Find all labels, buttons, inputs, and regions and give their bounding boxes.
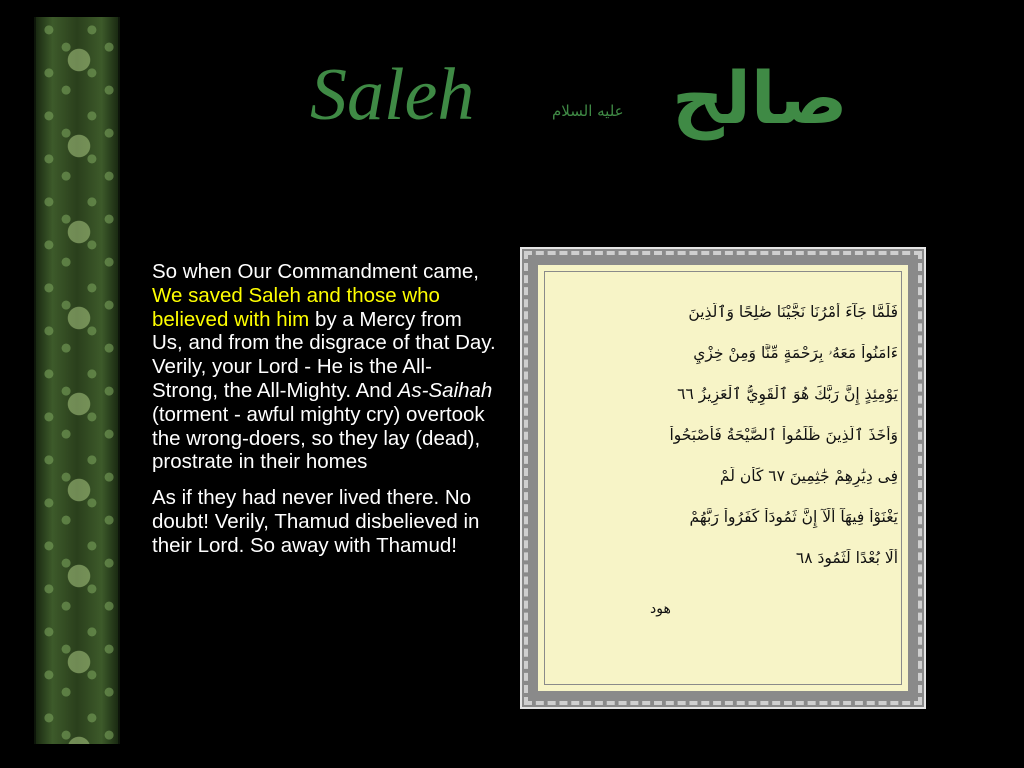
surah-name: هود	[650, 601, 671, 617]
verse-line: وَأَخَذَ ٱلَّذِينَ ظَلَمُواْ ٱلصَّيْحَةُ فَأَصْبَحُواْ	[669, 426, 898, 444]
verse-line: فِى دِيَٰرِهِمْ جَٰثِمِينَ ٦٧ كَأَن لَّمْ	[719, 467, 898, 485]
quran-verses-panel	[520, 247, 926, 709]
verse-line: يَوْمِئِذٍ إِنَّ رَبَّكَ هُوَ ٱلْقَوِيُّ ٱلْعَزِيزُ ٦٦	[677, 385, 898, 403]
page-title-latin: Saleh	[310, 54, 475, 136]
paragraph-2: As if they had never lived there. No doubt! Verily, Thamud disbelieved in their Lord. So away with Thamud!	[152, 486, 480, 557]
verse-line: فَلَمَّا جَآءَ أَمْرُنَا نَجَّيْنَا صَٰلِحًا وَٱلَّذِينَ	[688, 303, 898, 321]
p1-italic-term: As-Saihah	[397, 378, 493, 402]
verse-lines	[548, 303, 898, 590]
translation-text	[152, 260, 497, 570]
title-salutation: عليه السلام	[552, 102, 624, 120]
verse-line: يَغْنَوْاْ فِيهَآ أَلَآ إِنَّ ثَمُودَاْ كَفَرُواْ رَبَّهُمْ	[689, 508, 898, 526]
p1-before: So when Our Commandment came,	[152, 260, 479, 283]
paragraph-1	[152, 260, 497, 474]
p1-after-highlight: by a Mercy from Us, and from the disgrace of that Day. Verily, your Lord - He is the All-Strong, the All-Mighty. And	[152, 307, 496, 402]
verse-line: أَلَا بُعْدًا لِّثَمُودَ ٦٨	[795, 549, 898, 567]
verse-line: ءَامَنُواْ مَعَهُۥ بِرَحْمَةٍ مِّنَّا وَمِنْ خِزْيِ	[693, 344, 898, 362]
ornament-border-strip	[34, 17, 120, 744]
page-title-arabic: صالح	[672, 56, 848, 140]
p1-end: (torment - awful mighty cry) overtook the wrong-doers, so they lay (dead), prostrate in their homes	[152, 402, 485, 474]
p1-highlight: We saved Saleh and those who believed with him	[152, 283, 440, 331]
